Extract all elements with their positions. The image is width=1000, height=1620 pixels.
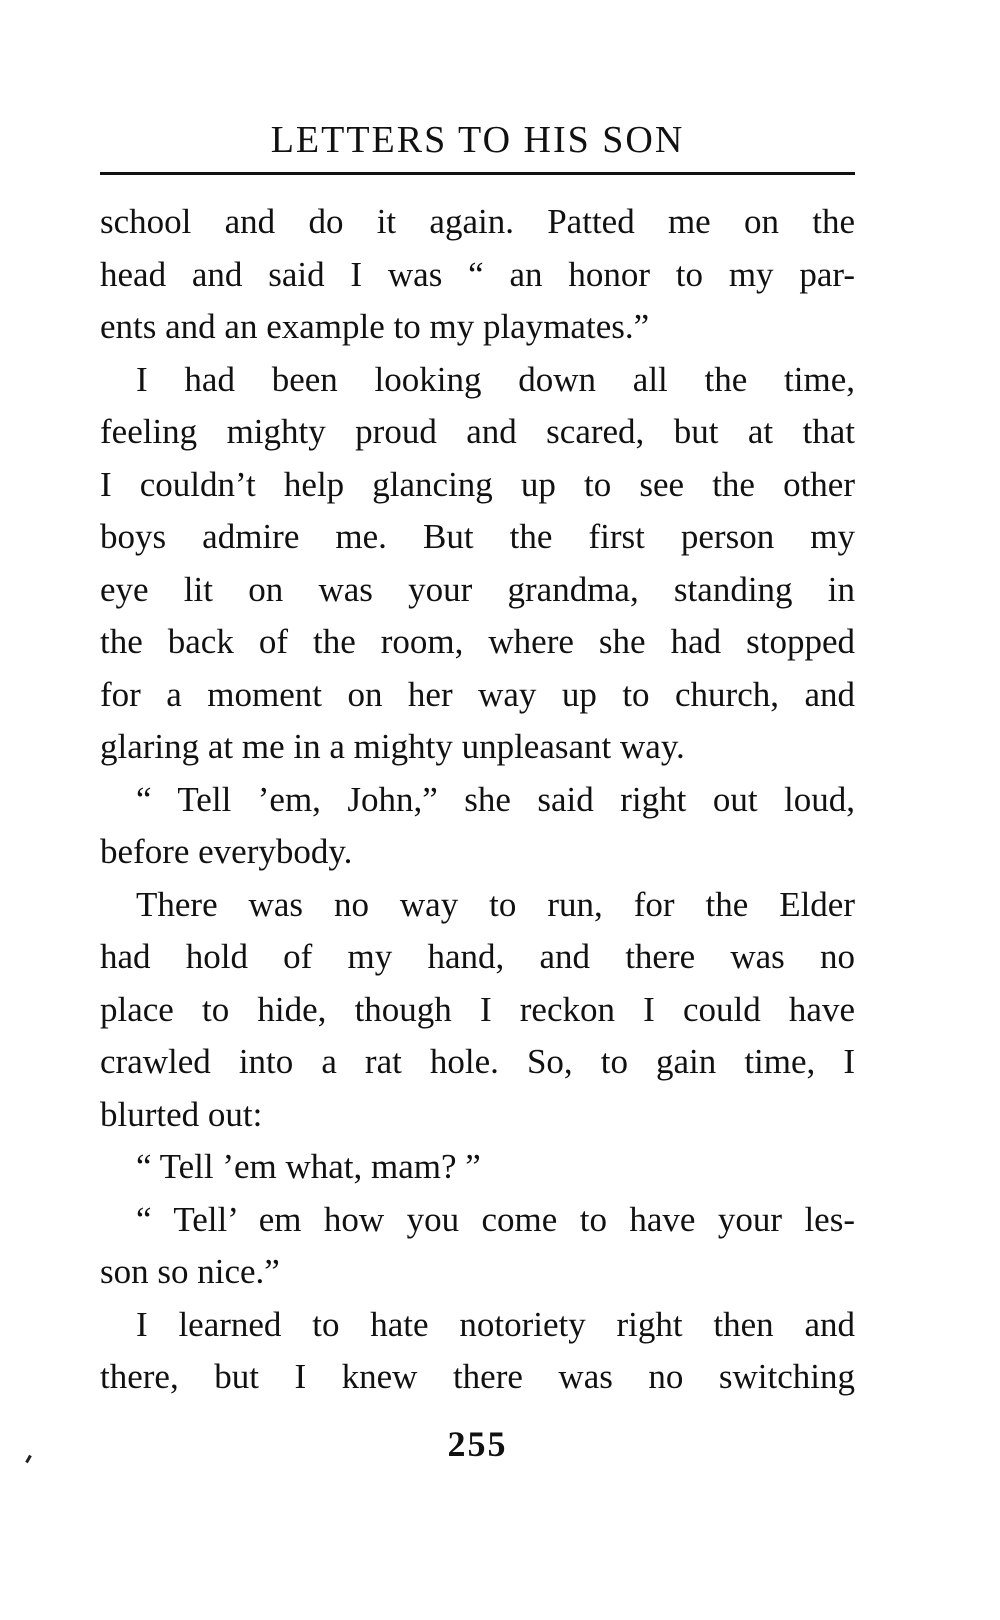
text-line: ents and an example to my playmates.” — [100, 307, 650, 346]
page-number: 255 — [447, 1424, 508, 1464]
text-line: had hold of my hand, and there was no — [100, 937, 855, 976]
text-line: I learned to hate notoriety right then and — [136, 1304, 855, 1344]
text-line: “ Tell’ em how you come to have your les- — [136, 1199, 855, 1239]
text-line: I had been looking down all the time, — [136, 359, 855, 399]
text-line: before everybody. — [100, 832, 353, 871]
header-rule — [100, 172, 855, 175]
body-text — [100, 196, 855, 1404]
text-line: the back of the room, where she had stopped — [100, 622, 855, 661]
text-line: place to hide, though I reckon I could have — [100, 989, 855, 1029]
margin-mark — [25, 1455, 32, 1463]
text-line: boys admire me. But the first person my — [100, 517, 855, 556]
text-line: “ Tell ’em, John,” she said right out loud, — [136, 779, 855, 819]
text-line: for a moment on her way up to church, and — [100, 674, 855, 714]
text-line: I couldn’t help glancing up to see the other — [100, 464, 855, 504]
text-line: son so nice.” — [100, 1252, 280, 1291]
text-line: crawled into a rat hole. So, to gain time, I — [100, 1042, 855, 1081]
text-line: eye lit on was your grandma, standing in — [100, 569, 855, 609]
text-line: school and do it again. Patted me on the — [100, 202, 855, 241]
text-line: there, but I knew there was no switching — [100, 1357, 855, 1396]
running-head: LETTERS TO HIS SON — [270, 119, 685, 161]
text-line: feeling mighty proud and scared, but at that — [100, 412, 855, 451]
text-line: blurted out: — [100, 1094, 263, 1134]
text-line: head and said I was “ an honor to my par- — [100, 254, 855, 294]
text-line: glaring at me in a mighty unpleasant way. — [100, 727, 685, 766]
text-line: There was no way to run, for the Elder — [136, 884, 855, 924]
text-line: “ Tell ’em what, mam? ” — [136, 1147, 481, 1186]
